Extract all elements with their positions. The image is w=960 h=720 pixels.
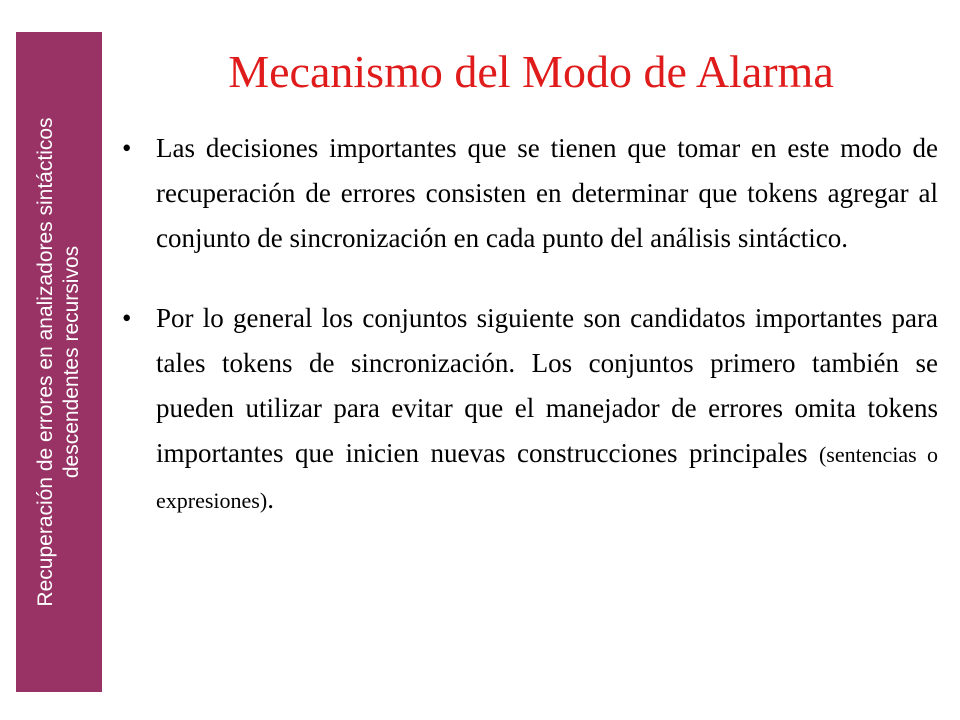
bullet-text-2: Por lo general los conjuntos siguiente son candidatos importantes para tales tokens de sincronización. Los conjuntos primero también se pueden utilizar para evitar que el manejador de errores omita tokens importantes que inicien nuevas construcciones principales (156, 303, 938, 468)
side-bar-line-1: Recuperación de errores en analizadores sintácticos (34, 117, 57, 607)
bullet-item-2 (118, 296, 938, 523)
bullet-icon: • (122, 133, 132, 163)
bullet-list (118, 126, 938, 523)
bullet-item-1 (118, 126, 938, 261)
slide-title: Mecanismo del Modo de Alarma (228, 46, 834, 97)
bullet-note: (sentencias o expresiones) (156, 442, 938, 513)
bullet-text-1: Las decisiones importantes que se tienen que tomar en este modo de recuperación de errores consisten en determinar que tokens agregar al conjunto de sincronización en cada punto del análisis sintáctico. (156, 133, 938, 253)
bullet-icon: • (122, 303, 132, 333)
side-bar (16, 32, 102, 692)
side-bar-line-2: descendentes recursivos (60, 245, 83, 479)
bullet-end: . (267, 484, 274, 514)
side-bar-text (33, 37, 85, 687)
